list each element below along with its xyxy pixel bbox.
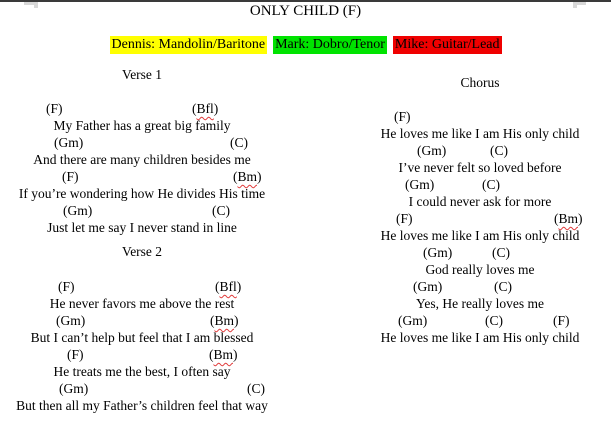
chord-line [350, 210, 610, 227]
column-chorus [350, 0, 610, 346]
chord: (Gm) [56, 313, 86, 328]
chord: (C) [494, 279, 512, 294]
chord: (Gm) [398, 313, 428, 328]
lyric-line: He loves me like I am His only child [380, 330, 580, 345]
chord-line [350, 278, 610, 295]
chord-line [350, 142, 610, 159]
chord-line [0, 380, 284, 397]
chord: (F) [396, 211, 413, 226]
lyric-line: I could never ask for more [408, 194, 552, 209]
chord: (C) [212, 203, 230, 218]
misspelled-chord-word: Bfl [196, 101, 214, 116]
chord-line [350, 108, 610, 125]
chord-line [350, 244, 610, 261]
song-section [0, 243, 284, 414]
chord-line [0, 202, 284, 219]
chord: (C) [247, 381, 265, 396]
lyric-line: But then all my Father’s children feel that way [16, 398, 268, 413]
misspelled-chord-word: Bfl [219, 279, 237, 294]
lyric-line: He treats me the best, I often say [53, 364, 231, 379]
chord: (C) [482, 177, 500, 192]
chord: (Bm) [233, 169, 262, 184]
lyric-line: Just let me say I never stand in line [47, 220, 237, 235]
chord: (C) [230, 135, 248, 150]
chord: (F) [553, 313, 570, 328]
musician-highlight: Mark: Dobro/Tenor [275, 37, 385, 52]
chord: (Gm) [413, 279, 443, 294]
chord-line [0, 346, 284, 363]
chord: (Gm) [405, 177, 435, 192]
section-heading: Verse 1 [121, 67, 163, 82]
chord: (C) [490, 143, 508, 158]
chord: (F) [58, 279, 75, 294]
lyric-line: I’ve never felt so loved before [398, 160, 562, 175]
lyric-line: But I can’t help but feel that I am blessed [30, 330, 254, 345]
lyric-line: He loves me like I am His only child [380, 126, 580, 141]
chord: (Gm) [59, 381, 89, 396]
lyric-line: My Father has a great big family [53, 118, 231, 133]
chord: (F) [46, 101, 63, 116]
chord: (Gm) [417, 143, 447, 158]
lyric-line: If you’re wondering how He divides His time [18, 186, 266, 201]
chord: (Gm) [63, 203, 93, 218]
chord: (C) [492, 245, 510, 260]
song-section [0, 66, 284, 236]
musician-highlight: Dennis: Mandolin/Baritone [111, 37, 266, 52]
column-verses [0, 0, 284, 414]
chord: (Bm) [209, 347, 238, 362]
song-section [350, 74, 610, 346]
chord: (Bm) [554, 211, 583, 226]
chord: (C) [485, 313, 503, 328]
section-heading: Chorus [460, 75, 500, 90]
chord-line [0, 168, 284, 185]
lyric-line: God really loves me [425, 262, 535, 277]
misspelled-chord-word: Bm [214, 313, 235, 328]
song-title: ONLY CHILD (F) [249, 3, 362, 19]
chord: (F) [67, 347, 84, 362]
chord: (Gm) [54, 135, 84, 150]
chord: (F) [62, 169, 79, 184]
chord: (Bm) [210, 313, 239, 328]
lyric-line: And there are many children besides me [33, 152, 251, 167]
lyric-line: Yes, He really loves me [416, 296, 544, 311]
misspelled-chord-word: Bm [213, 347, 234, 362]
chord-line [0, 134, 284, 151]
misspelled-chord-word: Bm [558, 211, 579, 226]
chord-line [0, 100, 284, 117]
chord-line [350, 312, 610, 329]
chord: (Bfl) [192, 101, 219, 116]
chord-line [0, 312, 284, 329]
chord-line [350, 176, 610, 193]
section-heading: Verse 2 [121, 244, 163, 259]
chord: (Bfl) [215, 279, 242, 294]
lyric-line: He loves me like I am His only child [380, 228, 580, 243]
lyric-line: He never favors me above the rest [49, 296, 235, 311]
chord: (F) [394, 109, 411, 124]
musician-highlight: Mike: Guitar/Lead [394, 37, 500, 52]
chord: (Gm) [423, 245, 453, 260]
chord-line [0, 278, 284, 295]
misspelled-chord-word: Bm [237, 169, 258, 184]
